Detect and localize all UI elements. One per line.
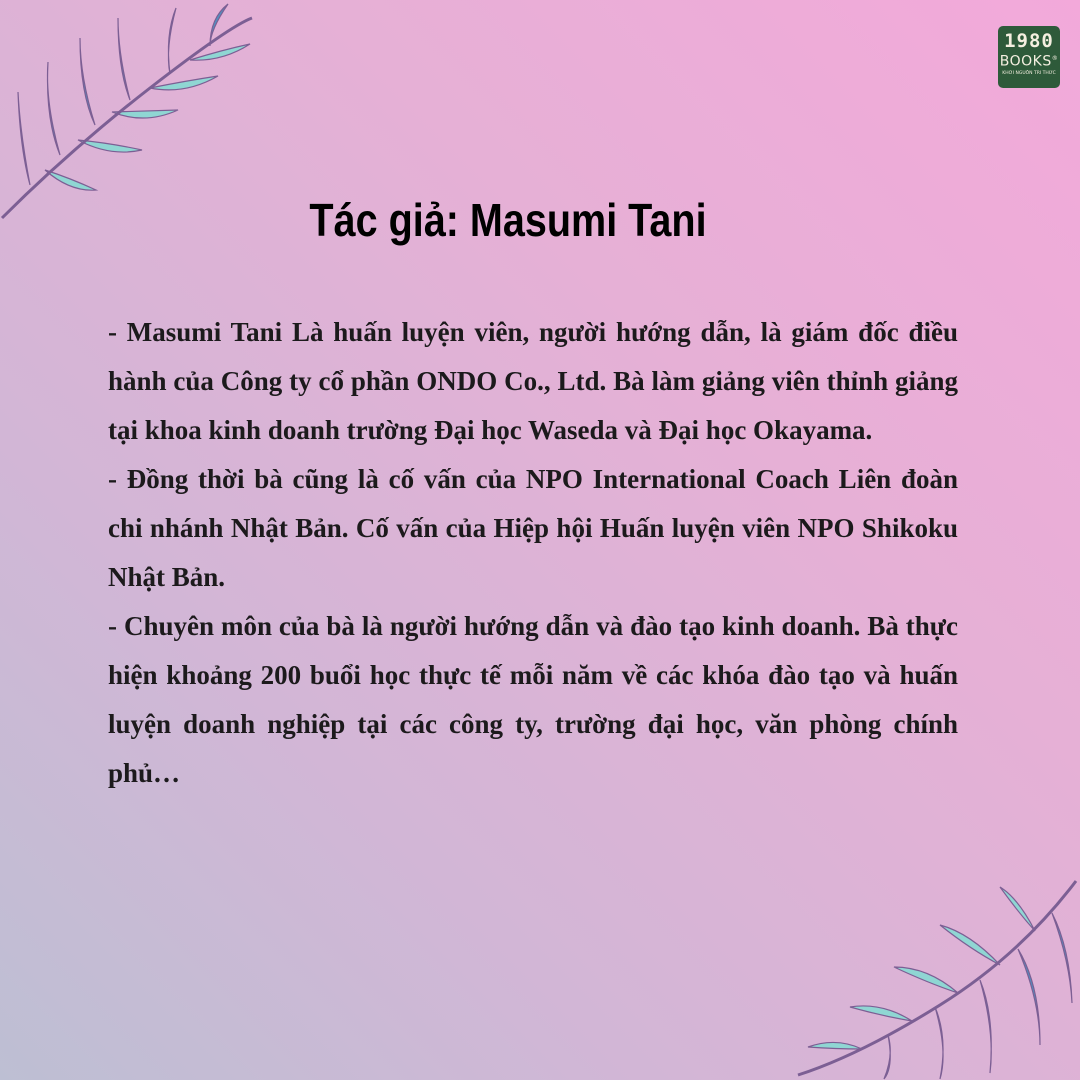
palm-leaflet — [48, 62, 61, 155]
palm-leaflet — [894, 967, 958, 993]
palm-leaflet — [78, 140, 142, 152]
palm-leaflet — [935, 1007, 943, 1079]
palm-leaflet — [884, 1035, 890, 1079]
palm-leaflet — [168, 8, 176, 74]
logo-tagline: KHƠI NGUỒN TRI THỨC — [1002, 70, 1056, 76]
palm-leaflet — [118, 18, 130, 100]
palm-leaflet — [150, 76, 218, 90]
palm-leaflet — [940, 925, 1000, 965]
palm-leaflet — [980, 980, 991, 1073]
palm-leaflet — [1000, 887, 1035, 931]
palm-leaflet — [1018, 949, 1040, 1045]
palm-leaflet — [808, 1042, 862, 1049]
bio-paragraph: - Chuyên môn của bà là người hướng dẫn và đào tạo kinh doanh. Bà thực hiện khoảng 200 buổi học thực tế mỗi năm về các khóa đào tạo và huấn luyện doanh nghiệp tại các công ty, trường đại học, văn phòng chính phủ… — [108, 611, 958, 788]
palm-leaflet — [850, 1006, 912, 1021]
brand-logo — [998, 26, 1060, 88]
palm-leaf-icon — [790, 875, 1080, 1080]
logo-word: BOOKS® — [999, 53, 1059, 70]
palm-leaflet — [1052, 913, 1072, 1003]
logo-year: 1980 — [1004, 30, 1054, 52]
page-title: Tác giả: Masumi Tani — [309, 194, 707, 246]
palm-leaflet — [45, 170, 96, 190]
palm-leaflet — [18, 92, 30, 185]
palm-leaflet — [80, 38, 95, 125]
bio-paragraph: - Đồng thời bà cũng là cố vấn của NPO International Coach Liên đoàn chi nhánh Nhật Bản. Cố vấn của Hiệp hội Huấn luyện viên NPO Shikoku Nhật Bản. — [108, 464, 958, 592]
bio-paragraph: - Masumi Tani Là huấn luyện viên, người hướng dẫn, là giám đốc điều hành của Công ty cổ phần ONDO Co., Ltd. Bà làm giảng viên thỉnh giảng tại khoa kinh doanh trường Đại học Waseda và Đại học Okayama. — [108, 317, 958, 445]
author-bio — [108, 308, 958, 798]
